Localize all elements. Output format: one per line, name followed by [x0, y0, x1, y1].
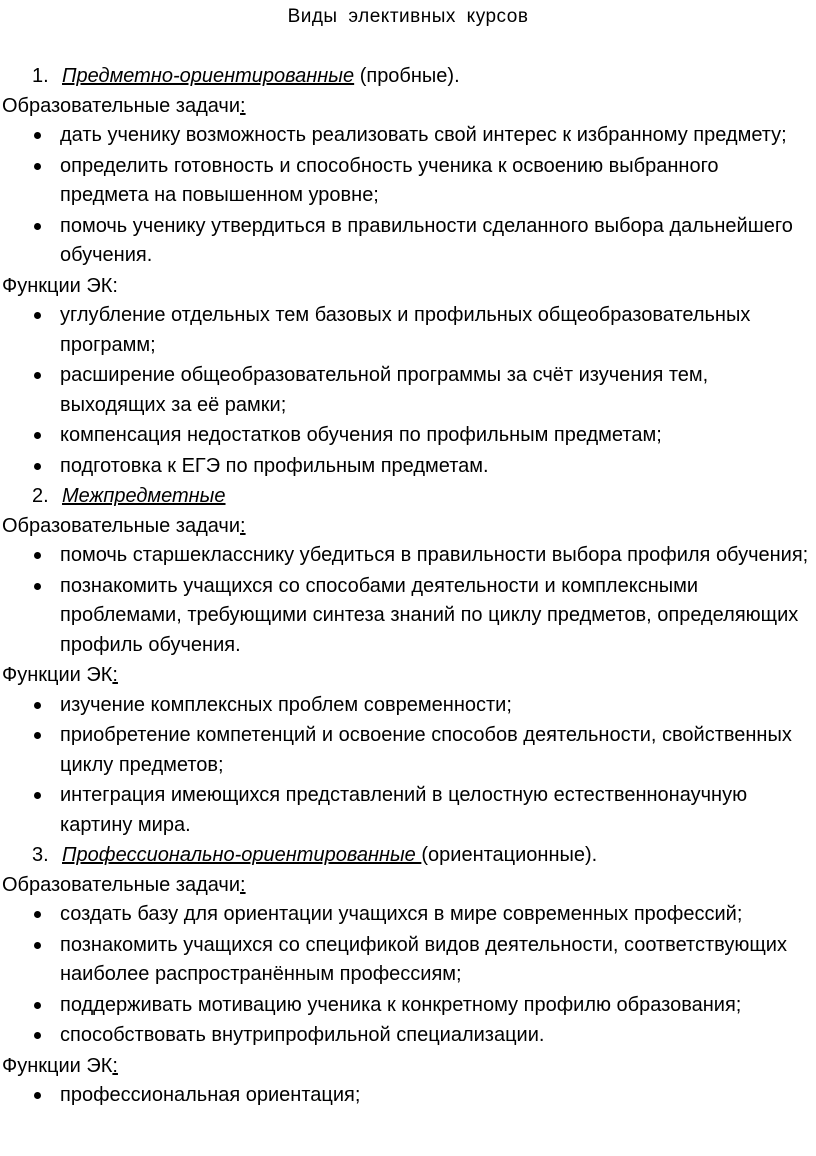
- list-item: познакомить учащихся со спецификой видов деятельности, соответствующих наиболее распространённым профессиям;: [2, 931, 812, 990]
- functions-label: Функции ЭК:: [2, 1054, 118, 1077]
- tasks-label: Образовательные задачи:: [2, 514, 246, 537]
- list-item: определить готовность и способность ученика к освоению выбранного предмета на повышенном уровне;: [2, 152, 812, 211]
- list-item: познакомить учащихся со способами деятельности и комплексными проблемами, требующими синтеза знаний по циклу предметов, определяющих профиль обучения.: [2, 572, 812, 661]
- list-item: расширение общеобразовательной программы за счёт изучения тем, выходящих за её рамки;: [2, 361, 812, 420]
- list-item: интеграция имеющихся представлений в целостную естественнонаучную картину мира.: [2, 781, 812, 840]
- list-item: помочь старшекласснику убедиться в правильности выбора профиля обучения;: [2, 541, 812, 571]
- tasks-label: Образовательные задачи:: [2, 94, 246, 117]
- section-number: 1.: [32, 65, 49, 87]
- document-title: Виды элективных курсов: [287, 6, 529, 27]
- section-heading: [2, 482, 812, 512]
- section-name: Профессионально-ориентированные: [62, 844, 422, 866]
- list-item: компенсация недостатков обучения по профильным предметам;: [2, 421, 812, 451]
- section-number: 3.: [32, 844, 49, 866]
- tasks-label: Образовательные задачи:: [2, 873, 246, 896]
- list-item: дать ученику возможность реализовать свой интерес к избранному предмету;: [2, 121, 812, 151]
- list-item: изучение комплексных проблем современности;: [2, 691, 812, 721]
- list-item: подготовка к ЕГЭ по профильным предметам.: [2, 452, 812, 482]
- section-heading: [2, 841, 812, 871]
- section-heading: [2, 62, 812, 92]
- functions-label: Функции ЭК:: [2, 274, 118, 297]
- tasks-list: [2, 900, 812, 1051]
- functions-list: [2, 301, 812, 481]
- list-item: помочь ученику утвердиться в правильности сделанного выбора дальнейшего обучения.: [2, 212, 812, 271]
- list-item: приобретение компетенций и освоение способов деятельности, свойственных циклу предметов;: [2, 721, 812, 780]
- list-item: создать базу для ориентации учащихся в мире современных профессий;: [2, 900, 812, 930]
- section-suffix: (пробные).: [354, 65, 460, 87]
- tasks-list: [2, 121, 812, 271]
- tasks-list: [2, 541, 812, 660]
- section-name: Предметно-ориентированные: [62, 65, 355, 87]
- section-name: Межпредметные: [62, 485, 226, 507]
- section-suffix: (ориентационные).: [421, 844, 598, 866]
- functions-label: Функции ЭК:: [2, 664, 118, 686]
- list-item: способствовать внутрипрофильной специализации.: [2, 1021, 812, 1051]
- list-item: поддерживать мотивацию ученика к конкретному профилю образования;: [2, 991, 812, 1021]
- list-item: профессиональная ориентация;: [2, 1081, 812, 1111]
- list-item: углубление отдельных тем базовых и профильных общеобразовательных программ;: [2, 301, 812, 360]
- functions-list: [2, 691, 812, 841]
- functions-list: [2, 1081, 812, 1111]
- document-body: [2, 62, 812, 1112]
- section-number: 2.: [32, 485, 49, 507]
